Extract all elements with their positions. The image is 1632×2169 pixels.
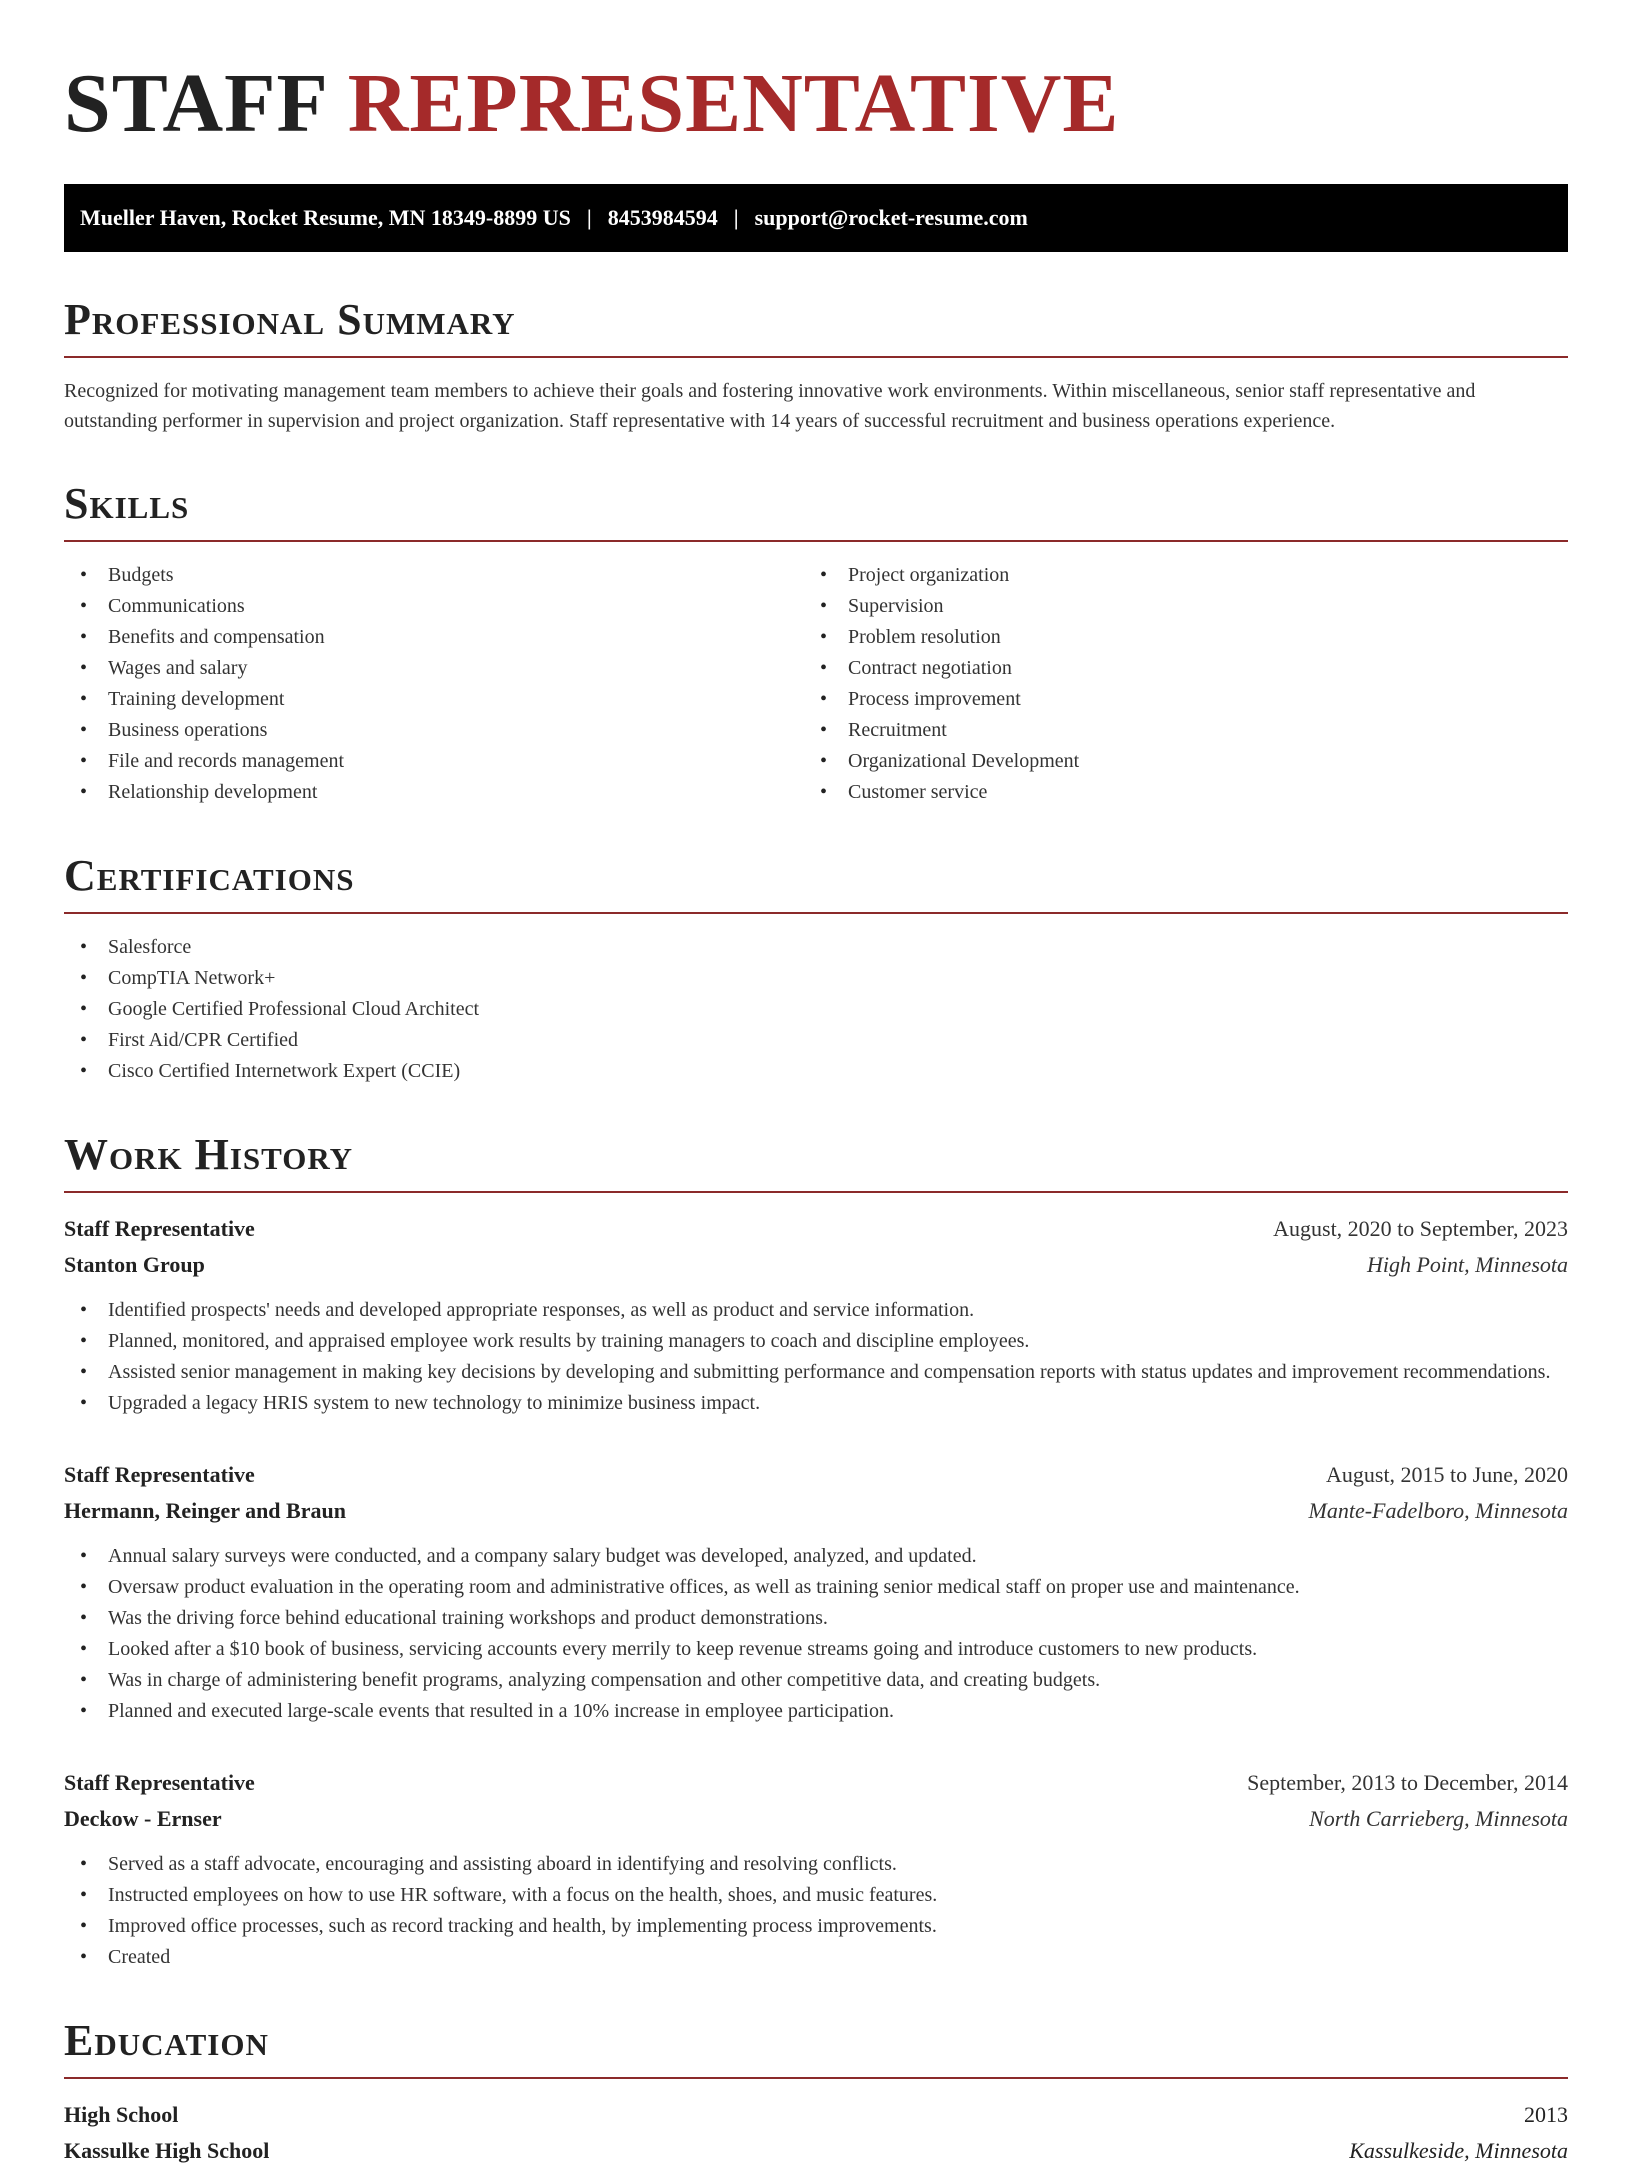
- skill-item: • Relationship development: [64, 777, 804, 808]
- job-dates: September, 2013 to December, 2014: [1247, 1770, 1568, 1795]
- job-location: North Carrieberg, Minnesota: [1309, 1806, 1568, 1831]
- contact-email: support@rocket-resume.com: [754, 205, 1028, 230]
- education-section: [64, 2015, 1568, 2169]
- education-location: Kassulkeside, Minnesota: [1349, 2138, 1568, 2163]
- job-bullet: • Oversaw product evaluation in the operating room and administrative offices, as well as training senior medical staff on proper use and maintenance.: [64, 1572, 1568, 1603]
- skill-item: • Organizational Development: [804, 746, 1544, 777]
- skill-item: • Benefits and compensation: [64, 622, 804, 653]
- section-divider: [64, 356, 1568, 358]
- job-dates: August, 2015 to June, 2020: [1326, 1462, 1568, 1487]
- job-company-row: [64, 1493, 1568, 1529]
- job-title: Staff Representative: [64, 1216, 255, 1241]
- skill-item: • Contract negotiation: [804, 653, 1544, 684]
- education-school: Kassulke High School: [64, 2138, 270, 2163]
- skill-item: • Budgets: [64, 560, 804, 591]
- skill-item: • Problem resolution: [804, 622, 1544, 653]
- job-bullet: • Served as a staff advocate, encouraging and assisting aboard in identifying and resolving conflicts.: [64, 1849, 1568, 1880]
- job-bullet: • Planned, monitored, and appraised employee work results by training managers to coach and discipline employees.: [64, 1326, 1568, 1357]
- skill-item: • Recruitment: [804, 715, 1544, 746]
- skill-item: • File and records management: [64, 746, 804, 777]
- certification-item: • Salesforce: [64, 932, 1568, 963]
- job-title: Staff Representative: [64, 1462, 255, 1487]
- job-company: Stanton Group: [64, 1252, 205, 1277]
- skills-grid: [64, 560, 1568, 808]
- education-year: 2013: [1524, 2102, 1568, 2127]
- certifications-list: [64, 932, 1568, 1087]
- job-company: Deckow - Ernser: [64, 1806, 222, 1831]
- skills-list-left: [64, 560, 804, 808]
- skill-item: • Supervision: [804, 591, 1544, 622]
- job-company-row: [64, 1247, 1568, 1283]
- skill-item: • Wages and salary: [64, 653, 804, 684]
- summary-text: Recognized for motivating management team members to achieve their goals and fostering innovative work environments. Within miscellaneous, senior staff representative and outstanding performer in supervision and project organization. Staff representative with 14 years of successful recruitment and business operations experience.: [64, 380, 1476, 432]
- section-title: Work History: [64, 1130, 354, 1179]
- section-title: Skills: [64, 479, 190, 528]
- skills-section: [64, 478, 1568, 808]
- skills-list-right: [804, 560, 1544, 808]
- job-bullet: • Assisted senior management in making key decisions by developing and submitting performance and compensation reports with status updates and improvement recommendations.: [64, 1357, 1568, 1388]
- job-bullet: • Was the driving force behind educational training workshops and product demonstrations.: [64, 1603, 1568, 1634]
- job-company-row: [64, 1801, 1568, 1837]
- summary-section: [64, 294, 1568, 436]
- section-title: Education: [64, 2016, 269, 2065]
- job-entry: [64, 1457, 1568, 1727]
- skill-item: • Project organization: [804, 560, 1544, 591]
- title-accent-word: REPRESENTATIVE: [347, 57, 1120, 150]
- skill-item: • Customer service: [804, 777, 1544, 808]
- job-entry: [64, 1211, 1568, 1419]
- job-title: Staff Representative: [64, 1770, 255, 1795]
- job-bullet: • Created: [64, 1942, 1568, 1973]
- section-divider: [64, 540, 1568, 542]
- contact-bar: [64, 184, 1568, 252]
- job-bullet: • Looked after a $10 book of business, servicing accounts every merrily to keep revenue streams going and introduce customers to new products.: [64, 1634, 1568, 1665]
- certification-item: • Google Certified Professional Cloud Architect: [64, 994, 1568, 1025]
- job-bullet: • Was in charge of administering benefit programs, analyzing compensation and other competitive data, and creating budgets.: [64, 1665, 1568, 1696]
- skill-item: • Training development: [64, 684, 804, 715]
- section-title: Certifications: [64, 851, 355, 900]
- work-history-section: [64, 1129, 1568, 1973]
- job-header-row: [64, 1457, 1568, 1493]
- job-bullet: • Identified prospects' needs and developed appropriate responses, as well as product and service information.: [64, 1295, 1568, 1326]
- section-divider: [64, 912, 1568, 914]
- job-header-row: [64, 1211, 1568, 1247]
- education-school-row: [64, 2133, 1568, 2169]
- job-bullet: • Upgraded a legacy HRIS system to new technology to minimize business impact.: [64, 1388, 1568, 1419]
- certification-item: • CompTIA Network+: [64, 963, 1568, 994]
- section-divider: [64, 1191, 1568, 1193]
- certification-item: • First Aid/CPR Certified: [64, 1025, 1568, 1056]
- certification-item: • Cisco Certified Internetwork Expert (CCIE): [64, 1056, 1568, 1087]
- job-bullet: • Planned and executed large-scale events that resulted in a 10% increase in employee participation.: [64, 1696, 1568, 1727]
- title-first-word: STAFF: [64, 57, 326, 150]
- section-title: Professional Summary: [64, 295, 516, 344]
- contact-phone: 8453984594: [607, 205, 718, 230]
- job-bullets: [64, 1849, 1568, 1973]
- resume-title: [64, 56, 1568, 152]
- job-location: Mante-Fadelboro, Minnesota: [1308, 1498, 1568, 1523]
- section-divider: [64, 2077, 1568, 2079]
- job-location: High Point, Minnesota: [1366, 1252, 1568, 1277]
- job-entry: [64, 1765, 1568, 1973]
- job-company: Hermann, Reinger and Braun: [64, 1498, 346, 1523]
- job-bullet: • Improved office processes, such as record tracking and health, by implementing process improvements.: [64, 1911, 1568, 1942]
- job-bullets: [64, 1295, 1568, 1419]
- skill-item: • Business operations: [64, 715, 804, 746]
- contact-separator: |: [733, 205, 739, 230]
- education-header-row: [64, 2097, 1568, 2133]
- job-header-row: [64, 1765, 1568, 1801]
- job-bullets: [64, 1541, 1568, 1727]
- skill-item: • Process improvement: [804, 684, 1544, 715]
- job-bullet: • Annual salary surveys were conducted, and a company salary budget was developed, analyzed, and updated.: [64, 1541, 1568, 1572]
- skill-item: • Communications: [64, 591, 804, 622]
- contact-address: Mueller Haven, Rocket Resume, MN 18349-8899 US: [80, 205, 571, 230]
- contact-separator: |: [586, 205, 592, 230]
- certifications-section: [64, 850, 1568, 1087]
- education-degree: High School: [64, 2102, 179, 2127]
- job-bullet: • Instructed employees on how to use HR software, with a focus on the health, shoes, and music features.: [64, 1880, 1568, 1911]
- job-dates: August, 2020 to September, 2023: [1273, 1216, 1568, 1241]
